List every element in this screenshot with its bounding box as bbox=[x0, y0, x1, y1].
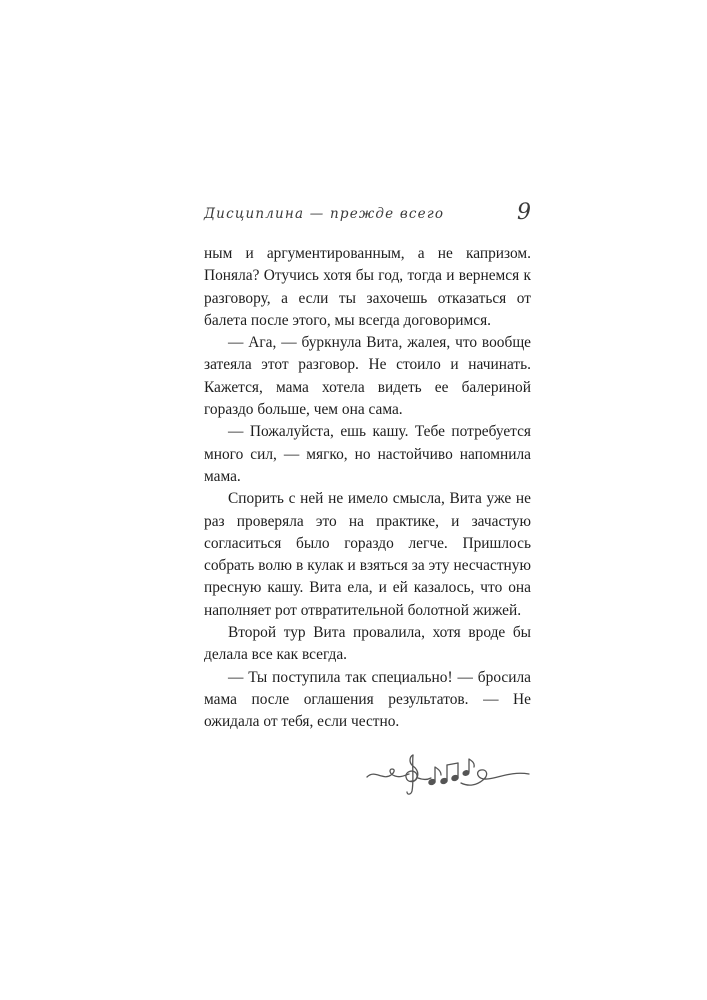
paragraph-4: Спорить с ней не имело смысла, Вита уже не раз проверяла это на практике, и зачастую согласиться было гораздо легче. Пришлось собрать волю в кулак и взяться за эту несчастную пресную кашу. Вита ела, и ей казалось, что она наполняет рот отвратительной болотной жижей. bbox=[204, 490, 531, 619]
paragraph-3: — Пожалуйста, ешь кашу. Тебе потребуется много сил, — мягко, но настойчиво напомнила мама. bbox=[204, 423, 531, 485]
paragraph-1: ным и аргументированным, а не капризом. Поняла? Отучись хотя бы год, тогда и вернемся к разговору, а если ты захочешь отказаться от балета после этого, мы всегда договоримся. bbox=[204, 245, 531, 329]
paragraph-6: — Ты поступила так специально! — бросила мама после оглашения результатов. — Не ожидала от тебя, если честно. bbox=[204, 668, 531, 731]
music-notes-flourish-icon bbox=[365, 747, 531, 801]
paragraph-2: — Ага, — буркнула Вита, жалея, что вообще затеяла этот разговор. Не стоило и начинать. Кажется, мама хотела видеть ее балериной гораздо больше, чем она сама. bbox=[204, 334, 531, 419]
paragraph-5: Второй тур Вита провалила, хотя вроде бы делала все как всегда. bbox=[204, 624, 531, 664]
running-title: Дисциплина — прежде всего bbox=[204, 206, 445, 222]
page-number: 9 bbox=[517, 200, 531, 225]
running-head bbox=[204, 200, 531, 230]
body-text bbox=[204, 243, 531, 734]
